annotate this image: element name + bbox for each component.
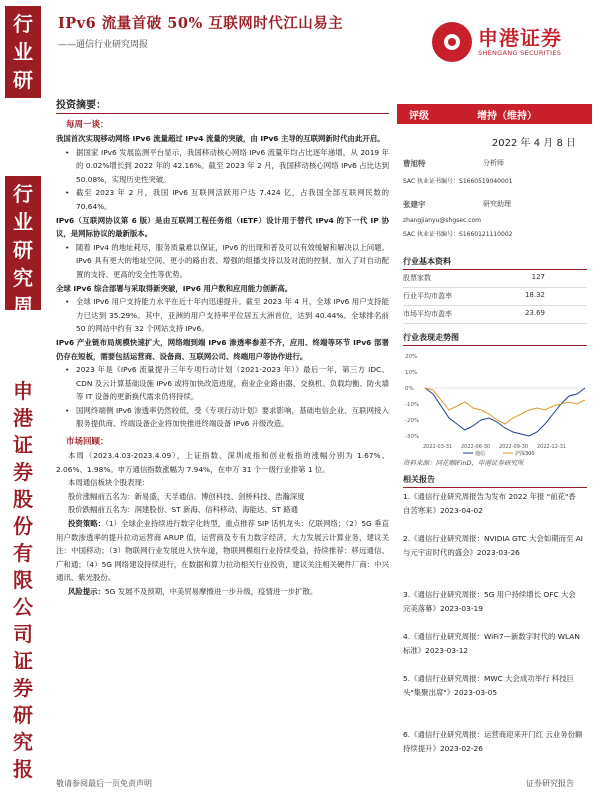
bullet: • 据国家 IPv6 发展监测平台显示，我国移动核心网络 IPv6 流量年均占比逐年递增，从 2019 年的 0.02%增长到 2022 年的 42.16%。截至 2023 年 2 月，我国移动核心网络 IPv6 占比达到 50.08%，实现历史性突破。 [56,146,389,187]
banner-char: 券 [13,460,33,484]
rating-bar [397,104,592,124]
stat-row [403,308,587,324]
stat-value: 127 [531,273,545,281]
banner-char: 证 [13,649,33,673]
sidebar [397,96,592,776]
x-tick: 2022-06-30 [461,444,491,450]
stat-key: 市场平均市盈率 [403,310,452,318]
stat-value: 23.69 [524,309,545,317]
banner-char: 行 [13,12,33,36]
chart-source: 资料来源：同花顺iFinD，申港证券研究所 [403,459,524,467]
banner-mid [5,176,41,318]
y-tick: -20% [405,418,420,424]
paragraph: IPv6 产业链布局规模快速扩大，网络端到端 IPv6 渗透率参差不齐，应用、终端等环节 IPv6 部署仍存在短板，需要包括运营商、设备商、互联网公司、终端用户等协作进行。 [56,337,389,361]
banner-char: 证 [13,433,33,457]
y-tick: 20% [405,354,418,360]
banner-char: 研 [13,703,33,727]
report-link[interactable]: 1.《通信行业研究周报告为发布 2022 年报 "前花"香自苦寒来》2023-04-02 [403,492,576,515]
bullet: • 随着 IPv4 的地址耗尽，服务质量难以保证，IPv6 的出现和普及可以有效缓解和解决以上问题。IPv6 具有更大的地址空间、更小的路由表、增强的组播支持以及对流的控制、加入了对自动配置的支持、更高的安全性等优势。 [56,241,389,282]
banner-char: 究 [13,730,33,754]
report-subtitle: ——通信行业研究周报 [58,40,149,50]
stat-row [403,290,587,306]
bullet: • 国网终端侧 IPv6 渗透率仍然较低，受《专项行动计划》要求影响，基础电信企业、互联网接入服务提供商、终端设备企业将加快推进终端设备 IPv6 升级改造。 [56,404,389,431]
logo-name-en: SHENGANG SECURITIES [478,49,562,57]
analyst-name: 张建宇 [403,200,426,209]
banner-char: 研 [13,68,33,92]
footer-label: 证券研究报告 [526,779,574,788]
weekly-label: 每周一谈： [66,120,109,130]
bullet: • 2023 年是《IPv6 流量提升三年专项行动计划（2021-2023 年）》最后一年，第三方 IDC、CDN 及云计算基础设施 IPv6 或将加快改造进度，商业企业路由器、交换机、负载均衡、防火墙等 IT 设备的更新换代需求仍将持续。 [56,363,389,404]
paragraph: 全球 IPv6 综合部署与采取得新突破，IPv6 用户数和应用能力创新高。 [56,283,293,293]
y-tick: 0% [405,386,414,392]
banner-char: 研 [13,238,33,262]
report-date: 2022 年 4 月 8 日 [491,138,576,149]
company-logo [432,22,592,68]
bullet: • 全球 IPv6 用户支持能力水平在近十年内迅速提升。截至 2023 年 4 月，全球 IPv6 用户支持能力已达到 35.29%。其中，亚洲的用户支持率平位居五大洲首位，达到 40.44%。全球排名前 50 的网站中约有 32 个网站支持 IPv6。 [56,295,389,336]
performance-title: 行业表现走势图 [403,332,587,346]
banner-char: 公 [13,595,33,619]
report-link[interactable]: 4.《通信行业研究周报：WiFi7—新数字时代的 WLAN 标准》2023-03-12 [403,632,580,655]
rating-label: 评级 [409,111,429,122]
report-link[interactable]: 2.《通信行业研究周报：NVIDIA GTC 大会如期而至 AI 与元宇宙时代的盛会》2023-03-26 [403,534,583,557]
paragraph: 股价跌幅前五名为：润建股份、ST 新海、信科移动、海能达、ST 路通 [68,505,299,515]
paragraph: 本周（2023.4.03-2023.4.09），上证指数、深圳成指和创业板指的涨幅分别为 1.67%、2.06%、1.98%。申万通信指数涨幅为 7.94%，在申万 31 个一级行业排第 1 位。 [56,451,389,474]
banner-char: 究 [13,266,33,290]
logo-name-cn: 申港证券 [478,26,562,50]
report-title: IPv6 流量首破 50% 互联网时代江山易主 [58,15,344,32]
banner-char: 限 [13,568,33,592]
invest-text: （1）全球企业持续进行数字化转型，重点推荐 SIP 话机龙头：亿联网络；（2）5G 垂直用户数渗透率的提升拉动运营商 ARUP 值，运营商及专有力数字经济，大力发展云计算业务，建议关注：中国移动；（3）物联网行业发展进入快车道，物联网模组行业持续受益，持续推荐：移远通信、广和通；（4）5G 网络建设持续进行，在数据和算力拉动相关行业投资，建议关注相关硬件厂商：中兴通讯、紫光股份。 [56,519,389,583]
y-tick: -30% [405,434,420,440]
report-link[interactable]: 5.《通信行业研究周报：MWC 大会成功举行 科技巨头"集聚出席"》2023-03-05 [403,674,575,697]
banner-char: 股 [13,487,33,511]
paragraph: 本周通信板块个股表现： [68,478,150,488]
banner-char: 行 [13,182,33,206]
stat-value: 18.32 [524,291,545,299]
banner-char: 港 [13,406,33,430]
y-tick: -10% [405,402,420,408]
invest-strategy [56,517,389,585]
analyst-role: 研究助理 [483,200,511,208]
report-link[interactable]: 6.《通信行业研究周报：运营商迎来开门红 云业务份额持续提升》2023-02-26 [403,730,583,753]
footer-disclaimer: 敬请参阅最后一页免责声明 [56,779,152,788]
paragraph: IPv6（互联网协议第 6 版）是由互联网工程任务组（IETF）设计用于替代 IPv4 的下一代 IP 协议，是网际协议的最新版本。 [56,215,389,239]
left-banner [0,0,46,800]
series-line-comm [425,388,585,436]
banner-char: 券 [13,676,33,700]
analyst-1 [403,158,588,169]
banner-char: 份 [13,514,33,538]
basic-info-title: 行业基本资料 [403,256,587,270]
banner-char: 司 [13,622,33,646]
banner-char: 业 [13,210,33,234]
banner-char: 业 [13,40,33,64]
report-link[interactable]: 3.《通信行业研究周报：5G 用户持续增长 OFC 大会完美落幕》2023-03-19 [403,590,576,613]
analyst-sac: SAC 执业证书编号：S1660121110002 [403,231,513,238]
stat-row [403,272,587,288]
banner-char: 有 [13,541,33,565]
rating-value: 增持（维持） [477,111,537,122]
x-tick: 2022-09-30 [499,444,529,450]
banner-char: 周 [13,294,33,318]
section-title: 投资摘要： [56,96,389,114]
invest-label: 投资策略： [68,519,106,529]
logo-mark-dot [448,38,456,46]
x-tick: 2022-12-31 [537,444,567,450]
banner-char: 报 [13,757,33,781]
analyst-sac: SAC 执业证书编号：S1660519040001 [403,178,513,185]
analyst-name: 曹旭特 [403,159,426,168]
bullet: • 截至 2023 年 2 月，我国 IPv6 互联网活跃用户达 7.424 亿，占我国全部互联网民数的 70.64%。 [56,186,389,213]
analyst-role: 分析师 [483,159,504,167]
legend-label: 沪深300 [515,451,535,456]
paragraph: 股价涨幅前五名为：新易盛、天孚通信、博创科技、剑桥科技、浩瀚深度 [68,491,305,501]
banner-top [5,6,41,98]
related-reports-title: 相关报告 [403,474,587,488]
stat-key: 股票家数 [403,274,431,282]
main-content [56,96,389,776]
analyst-2 [403,199,588,210]
performance-chart [403,348,589,456]
legend-label: 通信 [475,451,486,456]
x-tick: 2022-03-31 [423,444,453,450]
market-label: 市场回顾： [66,437,109,448]
analyst-email[interactable]: zhangjianyu@shgsec.com [403,217,481,224]
stat-key: 行业平均市盈率 [403,292,452,300]
risk-label: 风险提示： [68,587,105,596]
banner-char: 申 [13,379,33,403]
y-tick: 10% [405,370,418,376]
banner-bottom [5,378,41,783]
paragraph: 我国首次实现移动网络 IPv6 流量超过 IPv4 流量的突破，由 IPv6 主导的互联网新时代由此开启。 [56,134,385,143]
risk-text: 5G 发展不及预期，中美贸易摩擦进一步升级，疫情进一步扩散。 [104,587,318,596]
risk-warning [56,585,389,599]
